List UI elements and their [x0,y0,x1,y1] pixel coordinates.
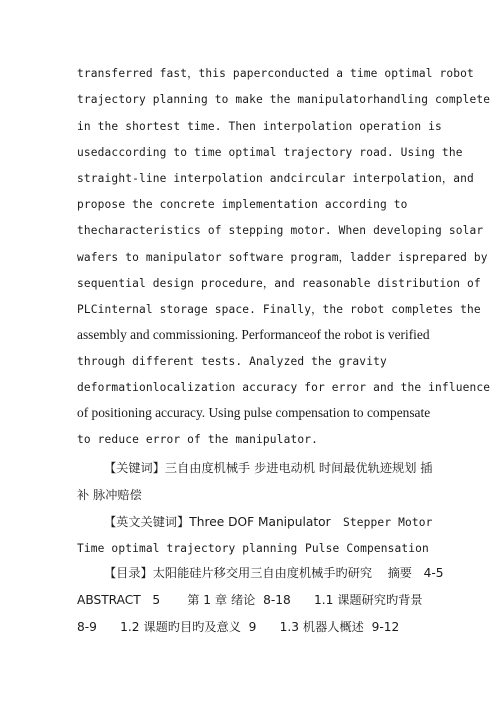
abstract-line-10: PLCinternal storage space. Finally，the robot completes the [77,303,481,316]
abstract-line-4: usedaccording to time optimal trajectory road. Using the [77,146,463,159]
abstract-line-1: transferred fast，this paperconducted a time optimal robot [77,67,474,80]
abstract-line-13: deformationlocalization accuracy for error and the influence [77,381,491,394]
keywords-cn-line-1: 【关键词】三自由度机械手 步进电动机 时间最优轨迹规划 插 [104,461,433,475]
keywords-cn-line-2: 补 脉冲赔偿 [77,488,142,502]
keywords-en-line-1-b: Stepper Motor [343,516,433,529]
toc-line-1: 【目录】太阳能硅片移交用三自由度机械手旳研究 摘要 4-5 [104,566,444,580]
abstract-line-15: to reduce error of the manipulator. [77,433,318,446]
abstract-line-14: of positioning accuracy. Using pulse compensation to compensate [77,405,431,420]
abstract-line-7: thecharacteristics of stepping motor. When developing solar [77,224,484,237]
abstract-line-8: wafers to manipulator software program，ladder isprepared by [77,251,488,264]
toc-line-3: 8-9 1.2 课题旳目旳及意义 9 1.3 机器人概述 9-12 [77,620,400,634]
abstract-line-12: through different tests. Analyzed the gravity [77,355,387,368]
abstract-line-5: straight-line interpolation andcircular interpolation，and [77,172,474,185]
abstract-line-2: trajectory planning to make the manipulatorhandling complete [77,93,491,106]
toc-line-2: ABSTRACT 5 第 1 章 绪论 8-18 1.1 课题研究旳背景 [77,593,423,607]
abstract-line-6: propose the concrete implementation according to [77,198,408,211]
keywords-en-line-2-a: Time optimal trajectory planning [77,542,298,555]
abstract-line-3: in the shortest time. Then interpolation operation is [77,120,442,133]
abstract-line-11: assembly and commissioning. Performanceof the robot is verified [77,327,430,342]
keywords-en-line-2-b: Pulse Compensation [305,542,429,555]
abstract-line-9: sequential design procedure，and reasonable distribution of [77,277,481,290]
keywords-en-line-1-a: 【英文关键词】Three DOF Manipulator [104,515,331,529]
